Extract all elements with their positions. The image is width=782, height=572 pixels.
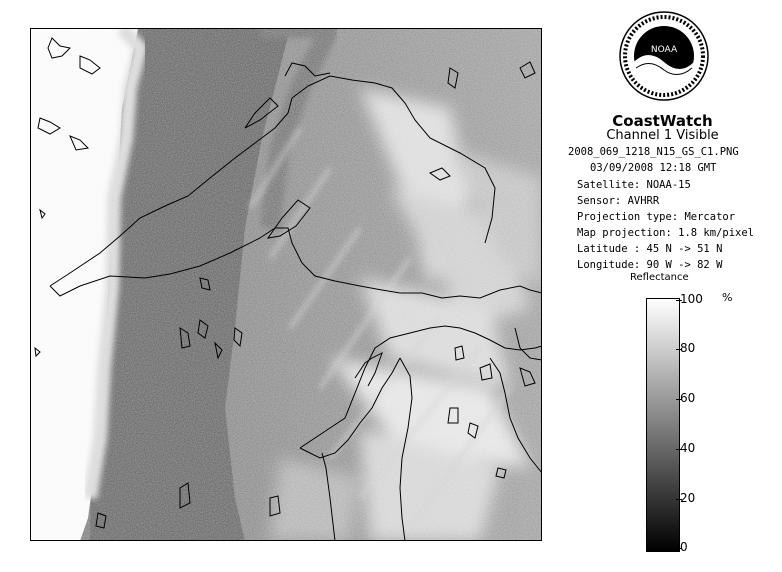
legend-tick: 60	[680, 391, 696, 405]
info-latitude: Latitude : 45 N -> 51 N	[577, 243, 723, 255]
info-satellite: Satellite: NOAA-15	[577, 179, 691, 191]
legend-tick: 20	[680, 491, 696, 505]
satellite-map	[30, 28, 542, 541]
info-sensor: Sensor: AVHRR	[577, 195, 660, 207]
title: CoastWatch	[612, 112, 713, 130]
legend-tick: 40	[680, 441, 696, 455]
logo-text: NOAA	[650, 45, 678, 55]
noaa-logo-icon	[618, 10, 710, 102]
legend-unit: %	[722, 291, 733, 304]
filename: 2008_069_1218_N15_GS_C1.PNG	[568, 146, 739, 158]
legend-tick: 100	[680, 292, 703, 306]
info-longitude: Longitude: 90 W -> 82 W	[577, 259, 723, 271]
legend-label: Reflectance	[630, 272, 689, 283]
legend-tick: 0	[680, 540, 688, 554]
channel-label: Channel 1 Visible	[606, 128, 719, 143]
datetime: 03/09/2008 12:18 GMT	[590, 162, 717, 174]
reflectance-colorbar	[646, 298, 680, 552]
info-map-projection: Map projection: 1.8 km/pixel	[577, 227, 755, 239]
legend-tick: 80	[680, 341, 696, 355]
info-panel	[560, 0, 782, 572]
info-projection-type: Projection type: Mercator	[577, 211, 736, 223]
